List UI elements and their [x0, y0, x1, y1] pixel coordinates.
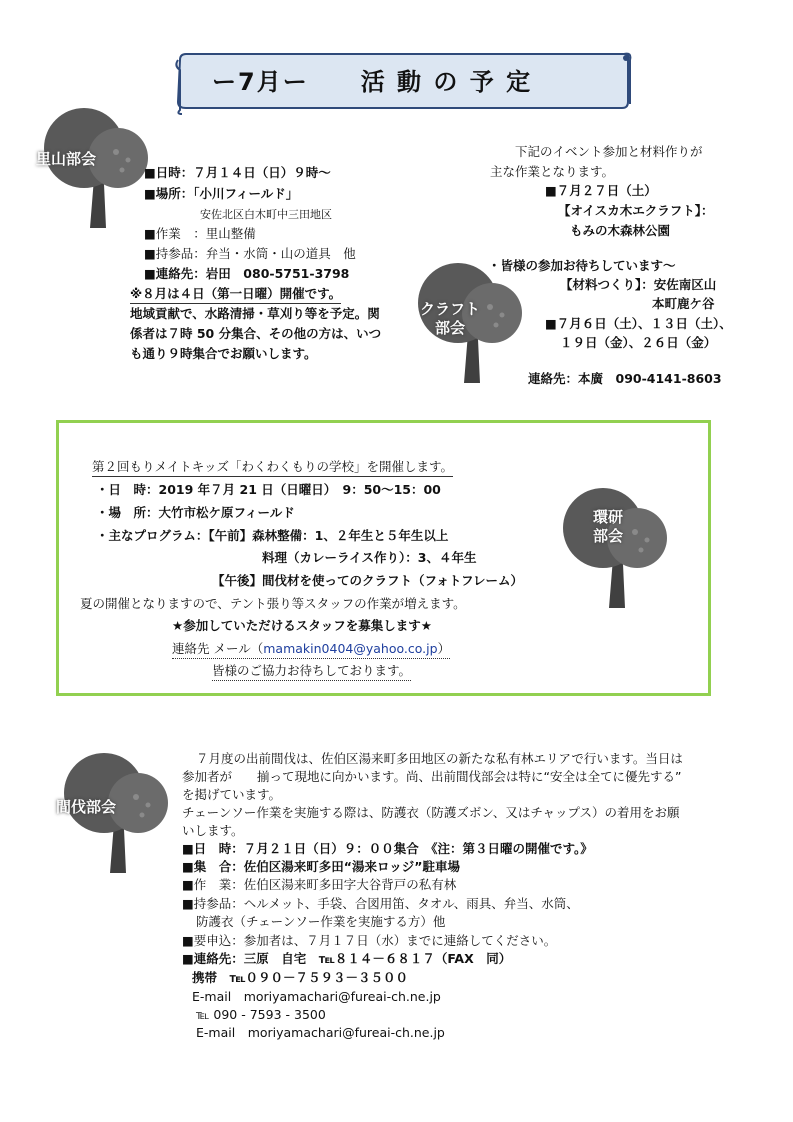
- kanken-program-2: 料理（カレーライス作り）：3、４年生: [262, 550, 477, 565]
- kanbatsu-intro-3: を掲げています。: [182, 787, 282, 802]
- kanken-wait: 皆様のご協力お待ちしております。: [212, 662, 411, 681]
- kanbatsu-date: ■日 時：７月２１日（日）９：００集合 《注：第３日曜の開催です。》: [182, 841, 593, 856]
- satoyama-work: ■作業 ：里山整備: [144, 226, 256, 241]
- kanbatsu-items-1: ■持参品：ヘルメット、手袋、合図用笛、タオル、雨具、弁当、水筒、: [182, 896, 579, 911]
- page-title: ー7月ー 活 動 の 予 定: [212, 68, 533, 96]
- craft-intro-2: 主な作業となります。: [490, 164, 615, 179]
- craft-event-place: もみの木森林公園: [570, 223, 671, 238]
- kanbatsu-items-2: 防護衣（チェーンソー作業を実施する方）他: [196, 914, 446, 929]
- craft-dates-1: ■７月６日（土）、１３日（土）、: [545, 316, 732, 331]
- satoyama-items: ■持参品：弁当・水筒・山の道具 他: [144, 246, 356, 261]
- kanbatsu-intro-1: ７月度の出前間伐は、佐伯区湯来町多田地区の新たな私有林エリアで行います。当日は: [196, 751, 683, 766]
- kanken-summer: 夏の開催となりますので、テント張り等スタッフの作業が増えます。: [80, 596, 466, 611]
- kanken-program-3: 【午後】間伐材を使ってのクラフト（フォトフレーム）: [212, 573, 524, 588]
- kanbatsu-intro-5: いします。: [182, 823, 244, 838]
- kanbatsu-mobile: 携帯 ℡０９０－７５９３－３５００: [192, 970, 409, 985]
- kanken-headline: 第２回もりメイトキッズ「わくわくもりの学校」を開催します。: [92, 458, 453, 477]
- satoyama-desc-2: 係者は７時 50 分集合、その他の方は、いつ: [130, 326, 382, 341]
- satoyama-desc-3: も通り９時集合でお願いします。: [130, 346, 317, 361]
- kanbatsu-badge: 間伐部会: [56, 798, 117, 816]
- satoyama-contact: ■連絡先：岩田 080-5751-3798: [144, 266, 350, 281]
- kanken-program-1: ・主なプログラム：【午前】森林整備：1、２年生と５年生以上: [96, 528, 449, 543]
- craft-contact: 連絡先：本廣 090-4141-8603: [528, 371, 722, 386]
- satoyama-date: ■日時：７月１４日（日）９時～: [144, 165, 331, 180]
- craft-wait: ・皆様の参加お待ちしています～: [488, 258, 676, 273]
- satoyama-badge: 里山部会: [36, 150, 97, 168]
- satoyama-address: 安佐北区白木町中三田地区: [200, 208, 332, 221]
- contact-email-link[interactable]: mamakin0404@yahoo.co.jp: [263, 641, 438, 656]
- satoyama-place: ■場所：「小川フィールド」: [144, 186, 299, 201]
- kanbatsu-email-1[interactable]: E-mail moriyamachari@fureai-ch.ne.jp: [192, 989, 441, 1004]
- kanbatsu-meet: ■集 合：佐伯区湯来町多田“湯来ロッジ”駐車場: [182, 859, 460, 874]
- craft-event-date: ■７月２７日（土）: [545, 183, 657, 198]
- craft-badge: クラフト 部会: [419, 300, 480, 337]
- kanken-date: ・日 時：2019 年７月 21 日（日曜日） 9：50～15：00: [96, 482, 441, 497]
- craft-event-name: 【オイスカ木エクラフト】：: [558, 203, 714, 218]
- kanbatsu-apply: ■要申込：参加者は、７月１７日（水）までに連絡してください。: [182, 933, 557, 948]
- satoyama-note: ※８月は４日（第一日曜）開催です。: [130, 285, 341, 304]
- kanken-badge: 環研 部会: [592, 508, 623, 545]
- kanken-place: ・場 所：大竹市松ケ原フィールド: [96, 505, 295, 520]
- craft-intro-1: 下記のイベント参加と材料作りが: [515, 144, 703, 159]
- craft-material-place: 本町鹿ケ谷: [652, 296, 715, 311]
- kanken-recruit: ★参加していただけるスタッフを募集します★: [172, 618, 432, 633]
- kanbatsu-work: ■作 業：佐伯区湯来町多田字大谷背戸の私有林: [182, 877, 457, 892]
- kanken-contact: 連絡先 メール（mamakin0404@yahoo.co.jp）: [172, 640, 450, 659]
- kanbatsu-tel: ℡ 090 - 7593 - 3500: [196, 1007, 326, 1022]
- craft-material: 【材料つくり】：安佐南区山: [560, 277, 717, 292]
- craft-dates-2: １９日（金）、２６日（金）: [560, 335, 717, 350]
- kanbatsu-intro-2: 参加者が 揃って現地に向かいます。尚、出前間伐部会は特に“安全は全てに優先する”: [182, 769, 682, 784]
- kanbatsu-intro-4: チェーンソー作業を実施する際は、防護衣（防護ズボン、又はチャップス）の着用をお願: [182, 805, 680, 820]
- kanbatsu-contact: ■連絡先：三原 自宅 ℡８１４－６８１７（FAX 同）: [182, 951, 512, 966]
- satoyama-desc-1: 地域貢献で、水路清掃・草刈り等を予定。関: [130, 306, 380, 321]
- kanbatsu-email-2[interactable]: E-mail moriyamachari@fureai-ch.ne.jp: [196, 1025, 445, 1040]
